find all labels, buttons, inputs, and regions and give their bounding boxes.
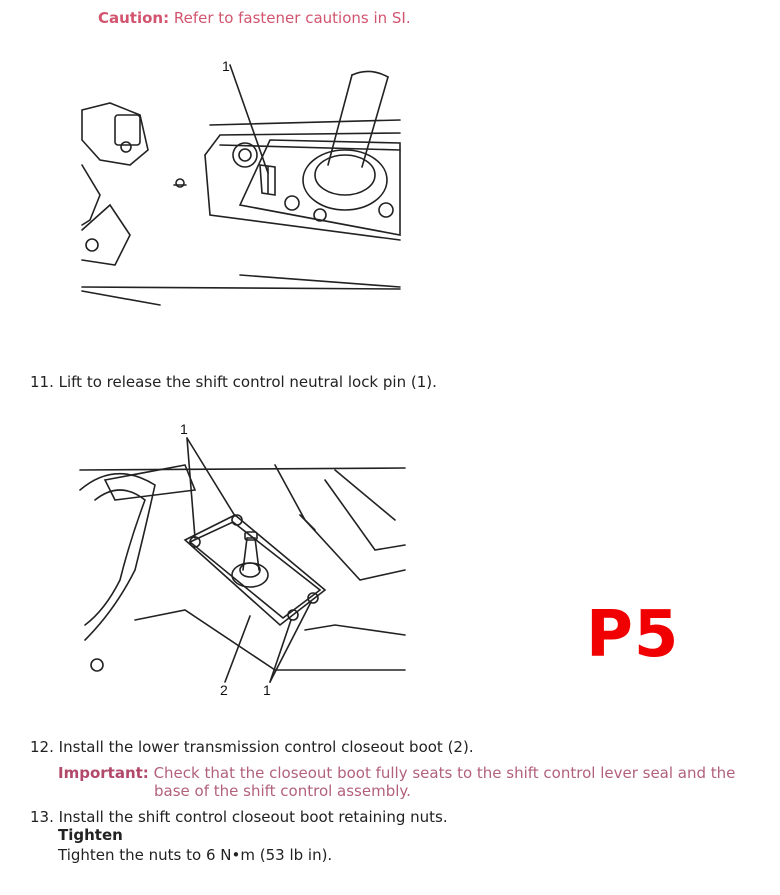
important-note [58, 764, 763, 800]
important-line-1: Check that the closeout boot fully seats to the shift control lever seal and the [153, 764, 736, 782]
step-11-number: 11. [30, 373, 54, 391]
figure2-callout-1-bottom: 1 [263, 682, 271, 698]
step-12 [30, 738, 474, 756]
caution-note [98, 9, 411, 27]
figure1-callout-1: 1 [222, 58, 230, 74]
figure-neutral-lock-pin [70, 55, 410, 315]
step-12-number: 12. [30, 738, 54, 756]
page-stamp: P5 [586, 598, 680, 672]
important-line-2: base of the shift control assembly. [154, 782, 411, 800]
caution-label: Caution: [98, 9, 170, 27]
figure-closeout-boot [75, 420, 410, 700]
caution-text: Refer to fastener cautions in SI. [173, 9, 411, 27]
step-12-text: Install the lower transmission control closeout boot (2). [58, 738, 474, 756]
tighten-heading: Tighten [58, 826, 123, 844]
figure2-callout-1-top: 1 [180, 421, 188, 437]
step-11 [30, 373, 437, 391]
step-13 [30, 808, 448, 826]
step-13-text: Install the shift control closeout boot retaining nuts. [58, 808, 448, 826]
figure2-callout-2: 2 [220, 682, 228, 698]
important-label: Important: [58, 764, 149, 782]
tighten-spec: Tighten the nuts to 6 N•m (53 lb in). [58, 846, 333, 864]
step-13-number: 13. [30, 808, 54, 826]
step-11-text: Lift to release the shift control neutral lock pin (1). [58, 373, 437, 391]
